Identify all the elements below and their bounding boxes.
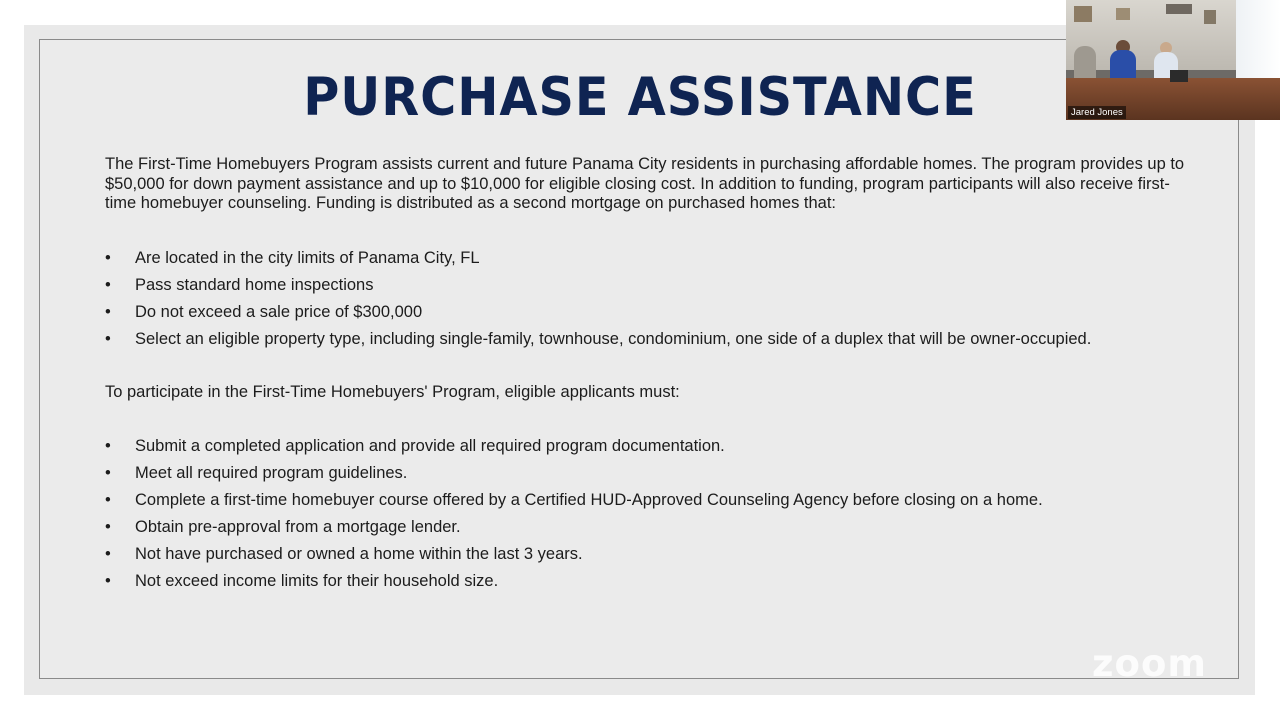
list-item-text: Obtain pre-approval from a mortgage lender. bbox=[135, 518, 461, 536]
person-shape bbox=[1074, 46, 1096, 82]
bullet-icon: • bbox=[105, 464, 111, 482]
list-item bbox=[105, 276, 1185, 296]
bullet-icon: • bbox=[105, 329, 111, 348]
list-item-text: Not exceed income limits for their household size. bbox=[135, 572, 499, 590]
wall-frame-shape bbox=[1166, 4, 1192, 14]
slide-body bbox=[105, 155, 1185, 599]
list-item bbox=[105, 518, 1185, 538]
list-item bbox=[105, 572, 1185, 592]
list-item-text: Meet all required program guidelines. bbox=[135, 464, 408, 482]
intro-paragraph: The First-Time Homebuyers Program assists current and future Panama City residents in purchasing affordable homes. The program provides up to $50,000 for down payment assistance and up to $10,000 for eligible closing cost. In addition to funding, program participants will also receive first-time homebuyer counseling. Funding is distributed as a second mortgage on purchased homes that: bbox=[105, 155, 1185, 212]
participant-video-tile[interactable] bbox=[1066, 0, 1280, 120]
bullet-icon: • bbox=[105, 518, 111, 536]
list-item bbox=[105, 437, 1185, 457]
presentation-slide bbox=[39, 39, 1239, 679]
applicant-requirements-list bbox=[105, 437, 1185, 592]
list-item-text: Select an eligible property type, including single-family, townhouse, condominium, one side of a duplex that will be owner-occupied. bbox=[135, 329, 1092, 348]
property-criteria-list bbox=[105, 249, 1185, 350]
list-item-text: Pass standard home inspections bbox=[135, 275, 374, 294]
slide-title: PURCHASE ASSISTANCE bbox=[303, 67, 977, 128]
participant-name-label: Jared Jones bbox=[1068, 106, 1126, 119]
list-item bbox=[105, 330, 1185, 350]
wall-frame-shape bbox=[1074, 6, 1092, 22]
list-item-text: Do not exceed a sale price of $300,000 bbox=[135, 302, 423, 321]
list-item-text: Submit a completed application and provide all required program documentation. bbox=[135, 437, 725, 455]
list-item bbox=[105, 491, 1185, 511]
list-item-text: Complete a first-time homebuyer course offered by a Certified HUD-Approved Counseling Agency before closing on a home. bbox=[135, 491, 1043, 509]
bullet-icon: • bbox=[105, 248, 111, 267]
list-item bbox=[105, 545, 1185, 565]
bullet-icon: • bbox=[105, 275, 111, 294]
bullet-icon: • bbox=[105, 302, 111, 321]
window-shape bbox=[1236, 0, 1280, 80]
bullet-icon: • bbox=[105, 437, 111, 455]
list-item-text: Not have purchased or owned a home within the last 3 years. bbox=[135, 545, 583, 563]
bullet-icon: • bbox=[105, 572, 111, 590]
wall-frame-shape bbox=[1116, 8, 1130, 20]
monitor-shape bbox=[1170, 70, 1188, 82]
list-item bbox=[105, 464, 1185, 484]
person-shape bbox=[1110, 50, 1136, 80]
list-item bbox=[105, 303, 1185, 323]
shared-screen bbox=[24, 25, 1255, 695]
bullet-icon: • bbox=[105, 491, 111, 509]
wall-frame-shape bbox=[1204, 10, 1216, 24]
participation-intro: To participate in the First-Time Homebuyers' Program, eligible applicants must: bbox=[105, 382, 680, 401]
zoom-watermark: zoom bbox=[1092, 642, 1207, 685]
bullet-icon: • bbox=[105, 545, 111, 563]
list-item bbox=[105, 249, 1185, 269]
list-item-text: Are located in the city limits of Panama City, FL bbox=[135, 248, 480, 267]
